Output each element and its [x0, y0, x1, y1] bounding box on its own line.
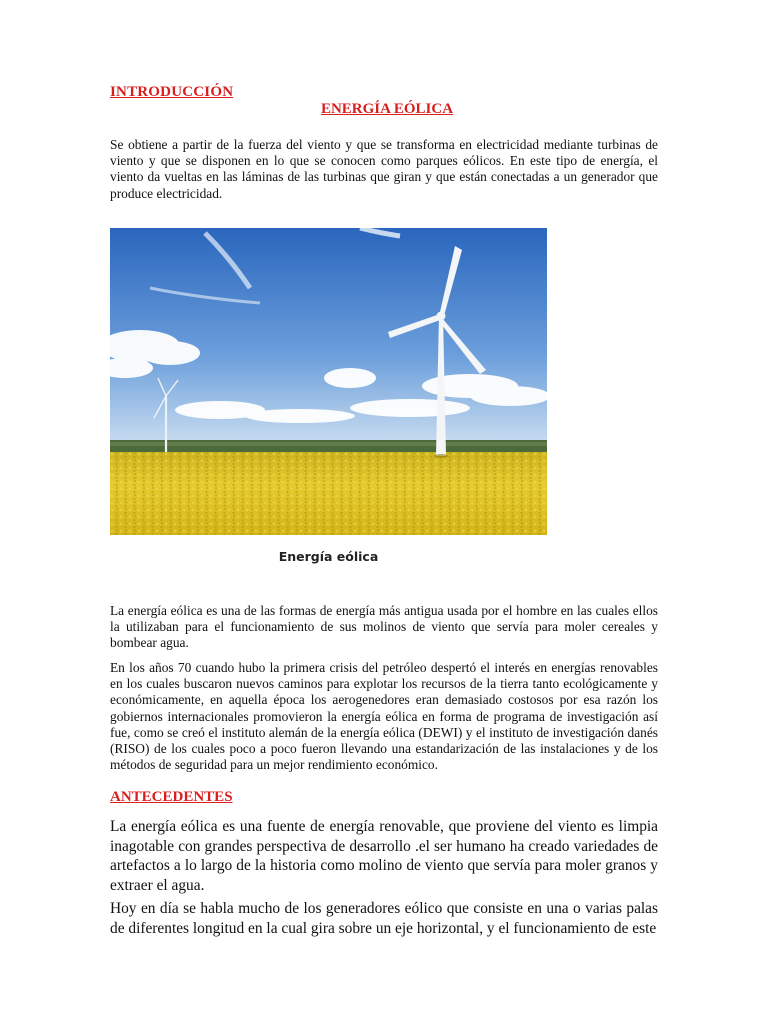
paragraph-generators: Hoy en día se habla mucho de los generadores eólico que consiste en una o varias palas de diferentes longitud en la cual gira sobre un eje horizontal, y el funcionamiento de este — [110, 900, 658, 937]
paragraph-intro: Se obtiene a partir de la fuerza del viento y que se transforma en electricidad mediante turbinas de viento y que se disponen en lo que se conocen como parques eólicos. En este tipo de energía, el viento da vueltas en las láminas de las turbinas que giran y que están conectadas a un generador que produce electricidad. — [110, 137, 658, 201]
paragraph-antecedentes: La energía eólica es una fuente de energía renovable, que proviene del viento es limpia inagotable con grandes perspectiva de desarrollo .el ser humano ha creado variedades de artefactos a lo largo de la historia como molino de viento que servía para moler granos y extraer el agua. — [110, 818, 658, 894]
wind-turbine-photo — [110, 228, 547, 535]
heading-introduccion: INTRODUCCIÓN — [110, 84, 234, 100]
heading-antecedentes: ANTECEDENTES — [110, 789, 233, 805]
paragraph-oil-crisis: En los años 70 cuando hubo la primera crisis del petróleo despertó el interés en energías renovables en los cuales buscaron nuevos caminos para explotar los recursos de la tierra tanto ecológicamente y económicamente, en aquella época los aerogenedores eran demasiado costosos por esa razón los gobiernos internacionales promovieron la energía eólica en forma de programa de investigación así fue, como se creó el instituto alemán de la energía eólica (DEWI) y el instituto de investigación danés (RISO) de los cuales poco a poco fueron llevando una estandarización de las instalaciones y de los métodos de seguridad para un mejor rendimiento económico. — [110, 660, 658, 773]
paragraph-history: La energía eólica es una de las formas de energía más antigua usada por el hombre en las cuales ellos la utilizaban para el funcionamiento de sus molinos de viento que servía para moler cereales y bombear agua. — [110, 603, 658, 651]
figure-caption: Energía eólica — [278, 549, 379, 564]
heading-energia-eolica: ENERGÍA EÓLICA — [320, 101, 454, 117]
